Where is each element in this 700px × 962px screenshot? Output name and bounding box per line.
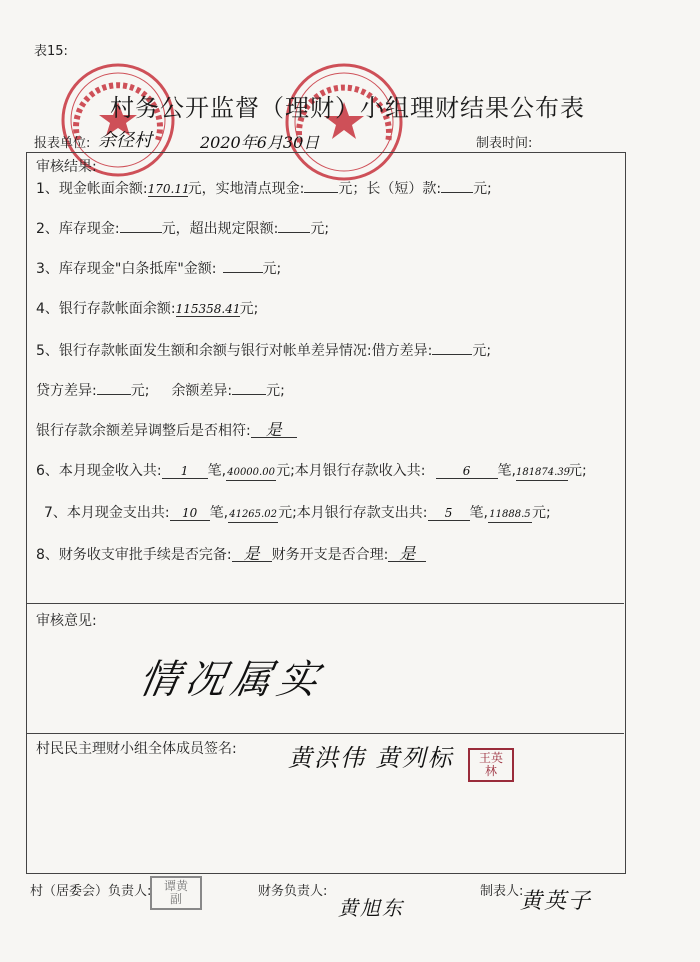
iou-amount-label: 3、库存现金"白条抵库"金额: [36,261,217,277]
audit-opinion-text: 情况属实 [135,657,328,703]
over-limit-blank [278,232,310,233]
finance-head-signature: 黄旭东 [338,896,404,920]
maker-signature: 黄英子 [520,889,593,914]
bank-income-count-label: 元;本月银行存款收入共: [276,463,426,479]
maker-label: 制表人: [480,884,524,899]
line-1 [36,178,492,198]
divider-opinion [26,603,624,604]
audit-opinion-label: 审核意见: [36,613,97,629]
line-5 [36,340,491,360]
unit-yuan: 元; [130,383,150,399]
form-number: 表15: [34,44,68,59]
cash-expense-amount: 41265.02 [228,508,278,523]
bank-expense-count: 5 [428,506,470,521]
expense-reasonable-label: 财务开支是否合理: [271,547,389,563]
bank-expense-amount: 11888.5 [488,508,532,523]
over-limit-label: 元，超出规定限额: [161,221,279,237]
line-7 [44,502,551,523]
cash-expense-count: 10 [170,506,210,521]
report-unit-value: 余径村 [98,130,152,151]
cash-income-amount: 40000.00 [226,466,276,481]
signatures-label: 村民民主理财小组全体成员签名: [36,741,237,757]
unit-bi: 笔, [207,463,227,479]
line-8 [36,544,426,564]
unit-yuan: 元; [472,343,492,359]
expense-reasonable-value: 是 [388,547,426,562]
line-6 [36,460,587,481]
report-unit-label: 报表单位: [34,136,91,151]
bank-expense-count-label: 元;本月银行存款支出共: [278,505,428,521]
cash-counted-label: 元，实地清点现金: [187,181,305,197]
line-2 [36,218,329,238]
debit-diff-label: 借方差异: [371,343,433,359]
unit-bi: 笔, [209,505,229,521]
report-date: 2020年6月30日 [200,133,320,152]
unit-yuan: 元; [567,463,587,479]
unit-yuan: 元; [239,301,259,317]
stock-cash-blank [120,232,162,233]
member-signatures: 黄洪伟 黄列标 [288,744,454,772]
bank-income-count: 6 [436,464,498,479]
made-time-label: 制表时间: [476,136,533,151]
cash-income-count: 1 [162,464,208,479]
unit-yuan: 元; [531,505,551,521]
cash-expense-count-label: 7、本月现金支出共: [44,505,170,521]
cash-overshort-blank [441,192,473,193]
debit-diff-blank [432,354,472,355]
stock-cash-label: 2、库存现金: [36,221,120,237]
divider-signatures [26,733,624,734]
bank-book-balance-value: 115358.41 [175,302,241,316]
adjusted-match-label: 银行存款余额差异调整后是否相符: [36,423,251,439]
cash-book-balance-value: 170.11 [147,182,190,196]
line-5b [36,380,285,400]
approval-complete-value: 是 [232,547,272,562]
cash-income-count-label: 6、本月现金收入共: [36,463,162,479]
finance-head-label: 财务负责人: [258,884,328,899]
line-4 [36,298,258,318]
bank-diff-label: 5、银行存款帐面发生额和余额与银行对帐单差异情况: [36,343,372,359]
balance-diff-label: 余额差异: [171,383,233,399]
adjusted-match-value: 是 [251,423,297,438]
line-5c [36,420,297,440]
cash-counted-blank [304,192,338,193]
unit-bi: 笔, [497,463,516,479]
unit-yuan: 元; [262,261,282,277]
cash-book-balance-label: 1、现金帐面余额: [36,181,148,197]
unit-yuan: 元; [310,221,330,237]
iou-amount-blank [223,272,263,273]
unit-bi: 笔, [469,505,488,521]
village-head-label: 村（居委会）负责人: [30,884,152,899]
document-title: 村务公开监督（理财）小组理财结果公布表 [110,94,585,122]
audit-result-label: 审核结果: [36,159,97,175]
village-head-seal: 谭黄 副 [150,876,202,910]
unit-yuan: 元; [473,181,492,197]
approval-complete-label: 8、财务收支审批手续是否完备: [36,547,232,563]
cash-overshort-label: 元；长（短）款: [338,181,442,197]
balance-diff-blank [232,394,266,395]
line-3 [36,258,281,278]
bank-income-amount: 181874.39 [516,466,568,481]
member-name-seal: 王英 林 [468,748,514,782]
unit-yuan: 元; [266,383,285,399]
credit-diff-blank [97,394,131,395]
bank-book-balance-label: 4、银行存款帐面余额: [36,301,176,317]
credit-diff-label: 贷方差异: [36,383,97,399]
